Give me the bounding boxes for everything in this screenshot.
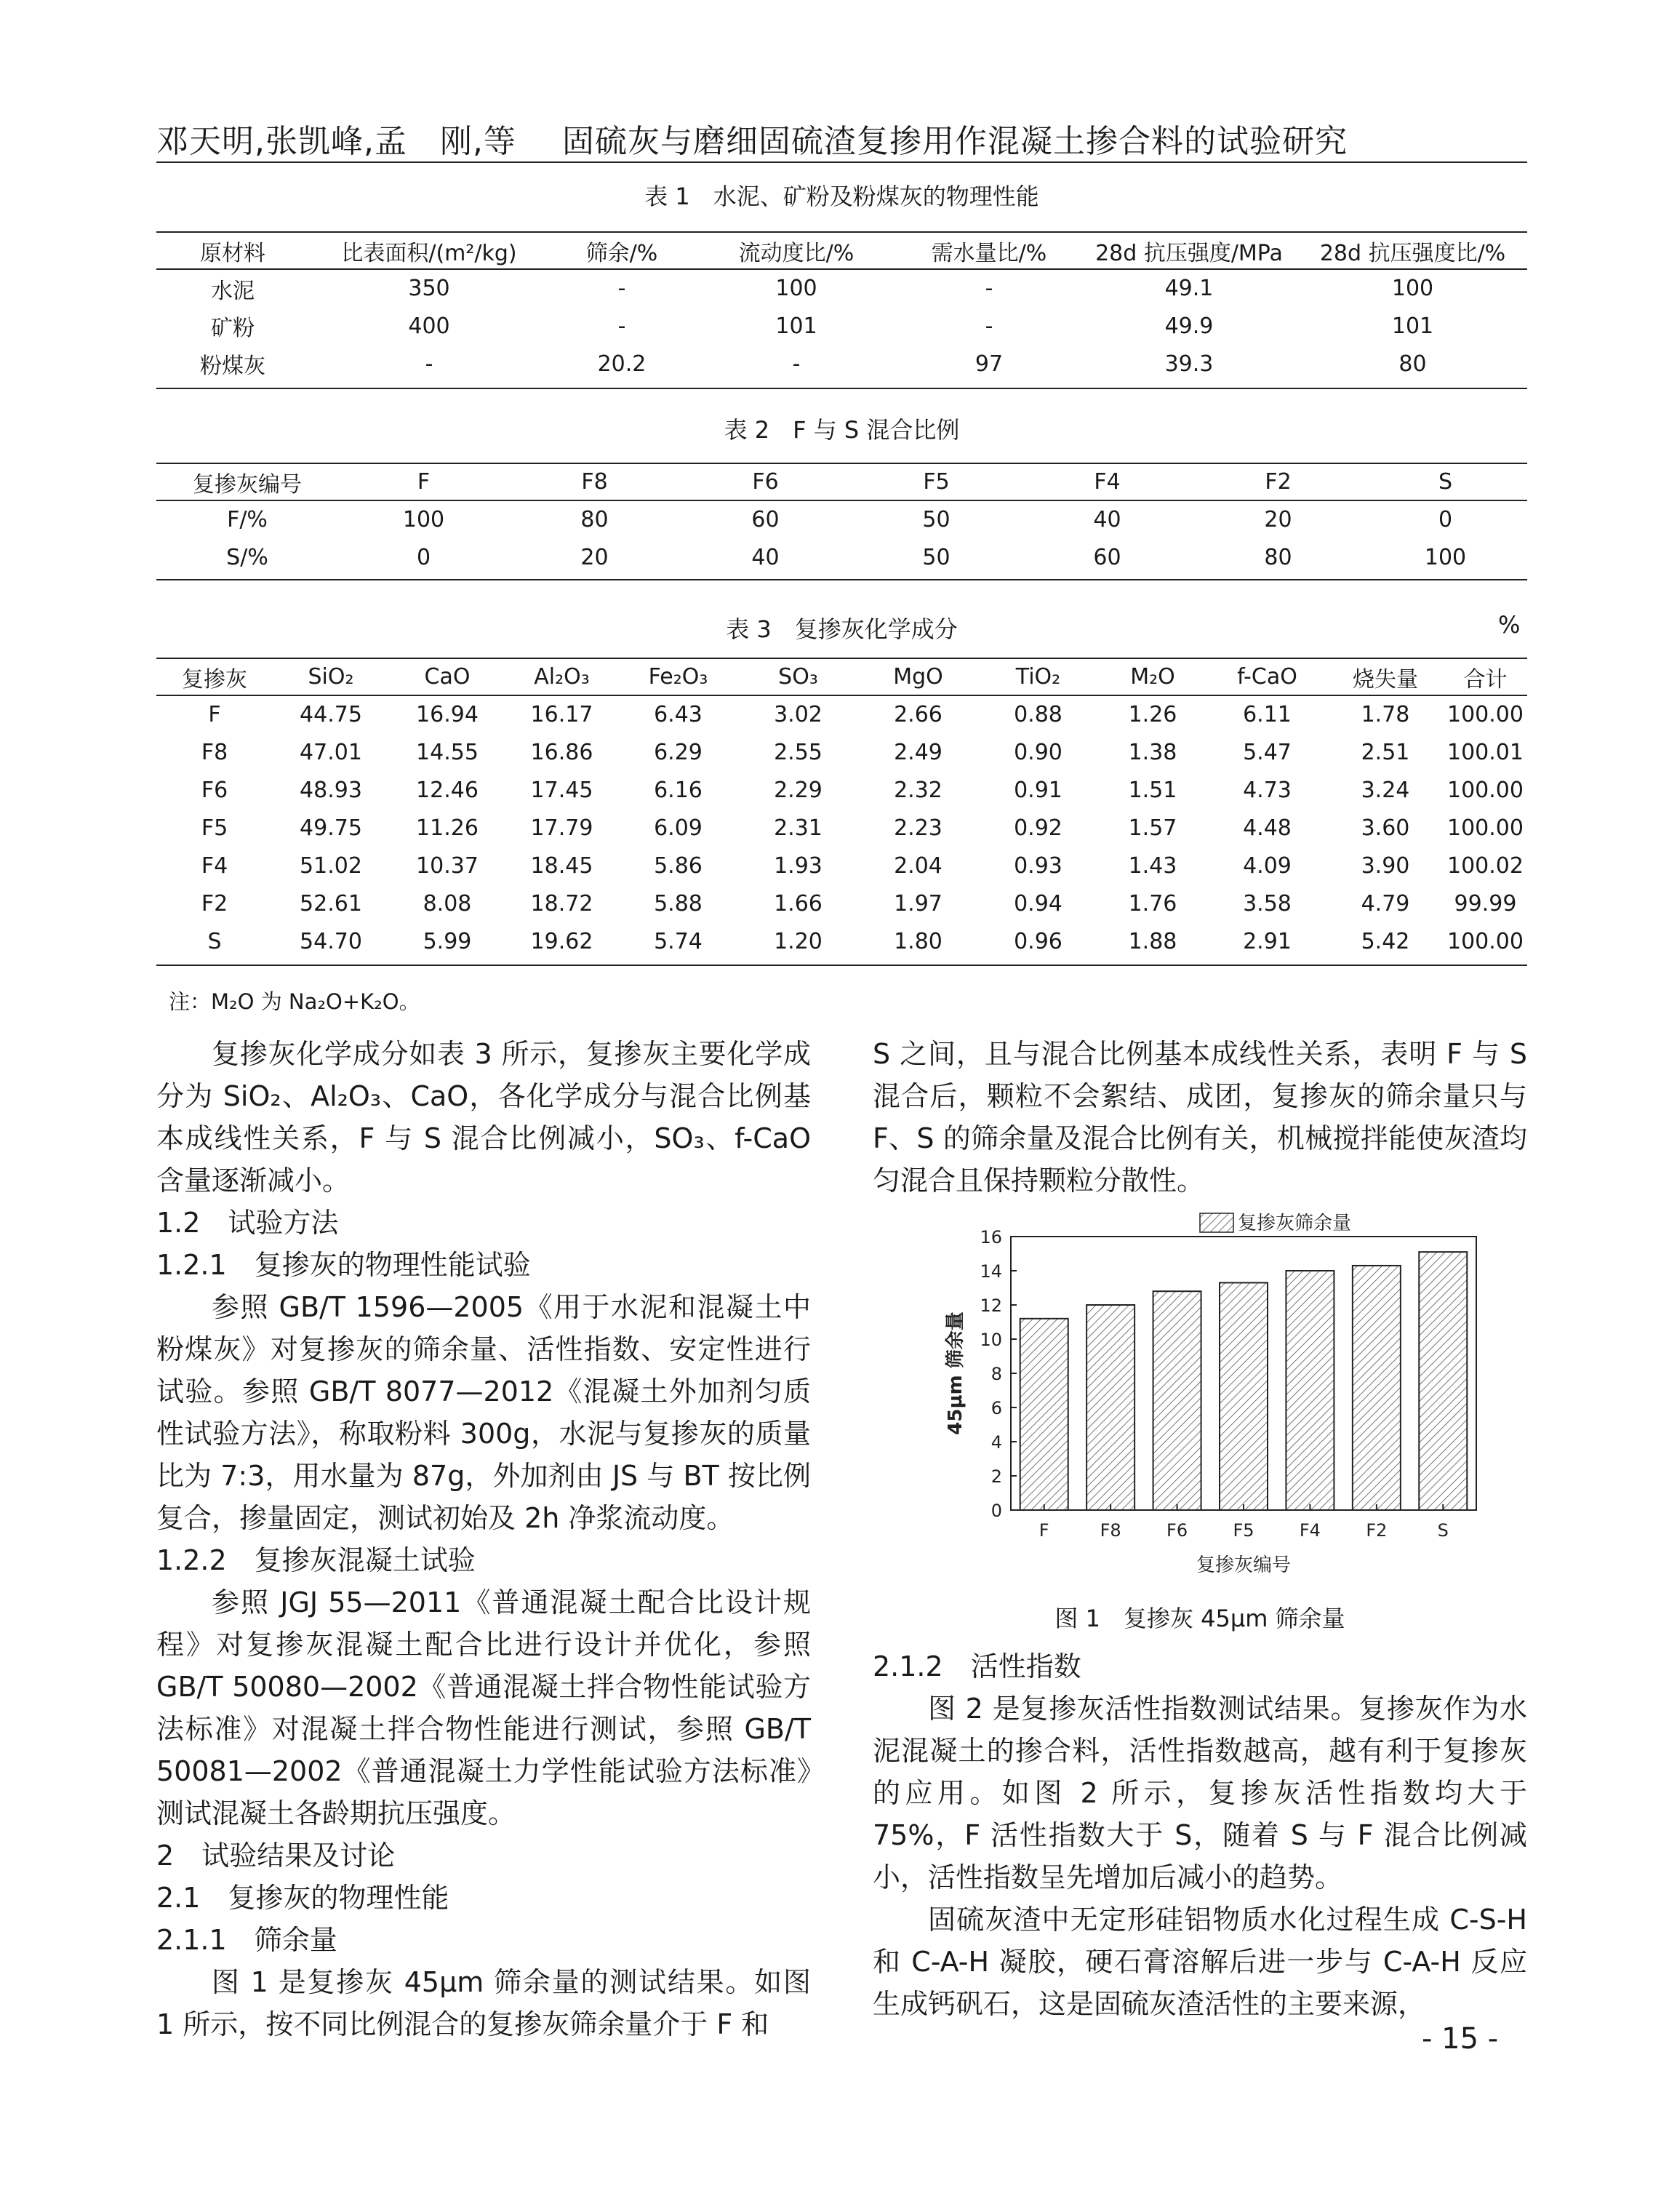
table-cell: 1.66 <box>774 890 823 917</box>
table-cell: 17.79 <box>530 815 593 841</box>
table-cell: 4.09 <box>1243 853 1292 879</box>
table-cell: 1.80 <box>894 928 942 954</box>
table2-column-header: S <box>1364 464 1527 500</box>
table-cell: 2.51 <box>1361 739 1410 765</box>
section-heading: 2 试验结果及讨论 <box>156 1840 396 1872</box>
table-cell: 0.91 <box>1014 777 1062 803</box>
table-cell: 48.93 <box>300 777 362 803</box>
table-cell: - <box>617 276 626 301</box>
table-cell: 1.88 <box>1128 928 1177 954</box>
table-cell: - <box>792 351 801 377</box>
table-cell: 44.75 <box>300 702 362 727</box>
y-axis-label: 45μm 筛余量 <box>945 1311 966 1435</box>
table2 <box>156 464 1527 576</box>
bar <box>1286 1271 1334 1510</box>
table3-unit: % <box>1498 611 1521 639</box>
table2-column-header: 复掺灰编号 <box>156 464 338 500</box>
table3-column-header: MgO <box>858 659 978 695</box>
table-cell: 47.01 <box>300 739 362 765</box>
table-cell: 18.72 <box>530 890 593 917</box>
table-cell: 51.02 <box>300 853 362 879</box>
table-row <box>156 538 1527 576</box>
table-cell: - <box>985 276 993 301</box>
table-cell: 水泥 <box>211 278 255 304</box>
table-cell: 20 <box>1264 507 1292 532</box>
table2-bottom-rule <box>156 579 1527 580</box>
table-cell: 80 <box>1264 544 1292 570</box>
table-cell: S/% <box>226 544 268 570</box>
x-tick-label: F8 <box>1100 1520 1121 1541</box>
figure1-caption: 图 1 复掺灰 45μm 筛余量 <box>1054 1605 1345 1632</box>
table1-bottom-rule <box>156 388 1527 389</box>
table-cell: 100.00 <box>1447 815 1524 841</box>
table-cell: F2 <box>201 890 228 917</box>
table3-column-header: 烧失量 <box>1327 659 1444 695</box>
table3-header-row <box>156 659 1527 695</box>
table2-column-header: F8 <box>509 464 680 500</box>
table-cell: 1.78 <box>1361 702 1410 727</box>
table-cell: 99.99 <box>1454 890 1517 917</box>
table-cell: 101 <box>775 313 817 339</box>
y-tick-label: 12 <box>980 1295 1002 1316</box>
bar-chart-svg <box>938 1207 1534 1629</box>
table-row <box>156 733 1527 771</box>
table3-column-header: CaO <box>389 659 505 695</box>
table-cell: 50 <box>922 507 950 532</box>
table-cell: 1.93 <box>774 853 823 879</box>
table-cell: 1.20 <box>774 928 823 954</box>
body-paragraph: 固硫灰渣中无定形硅铝物质水化过程生成 C-S-H 和 C-A-H 凝胶，硬石膏溶解后进一步与 C-A-H 反应生成钙矾石，这是固硫灰渣活性的主要来源， <box>873 1904 1527 2020</box>
table-cell: - <box>425 351 433 377</box>
table-cell: 100.01 <box>1447 739 1524 765</box>
table-cell: 5.74 <box>654 928 703 954</box>
table-cell: 17.45 <box>530 777 593 803</box>
table-cell: 2.04 <box>894 853 942 879</box>
table-cell: 100.00 <box>1447 928 1524 954</box>
legend-label: 复掺灰筛余量 <box>1238 1213 1352 1234</box>
table-cell: 49.9 <box>1164 313 1214 339</box>
table-cell: 80 <box>580 507 609 532</box>
table-cell: 49.1 <box>1164 276 1214 301</box>
table-cell: 矿粉 <box>211 316 255 341</box>
table-cell: 2.31 <box>774 815 823 841</box>
table1-column-header: 原材料 <box>156 233 309 269</box>
table-cell: 100 <box>402 507 445 532</box>
page-number: - 15 - <box>1422 2022 1499 2056</box>
y-tick-label: 14 <box>980 1261 1002 1282</box>
table-cell: 1.76 <box>1128 890 1177 917</box>
table-cell: F/% <box>227 507 268 532</box>
table-cell: 0 <box>416 544 431 570</box>
table-cell: 0.92 <box>1014 815 1062 841</box>
table-cell: 3.60 <box>1361 815 1410 841</box>
y-tick-label: 2 <box>990 1466 1002 1487</box>
table-cell: 2.66 <box>894 702 942 727</box>
header-title: 固硫灰与磨细固硫渣复掺用作混凝土掺合料的试验研究 <box>561 123 1348 160</box>
table-cell: 49.75 <box>300 815 362 841</box>
table-row <box>156 269 1527 307</box>
table-cell: 19.62 <box>530 928 593 954</box>
left-column <box>156 1033 811 2045</box>
section-heading: 1.2.2 复掺灰混凝土试验 <box>156 1544 476 1576</box>
table-row <box>156 695 1527 733</box>
bar <box>1153 1291 1201 1510</box>
table-cell: 4.73 <box>1243 777 1292 803</box>
y-tick-label: 0 <box>990 1501 1002 1521</box>
table1-column-header: 比表面积/(m²/kg) <box>309 233 549 269</box>
right-column-bottom <box>873 1645 1527 2025</box>
body-paragraph: 图 2 是复掺灰活性指数测试结果。复掺灰作为水泥混凝土的掺合料，活性指数越高，越有利于复掺灰的应用。如图 2 所示，复掺灰活性指数均大于 75%，F 活性指数大于 S，随着 S 与 F 混合比例减小，活性指数呈先增加后减小的趋势。 <box>873 1693 1527 1893</box>
table-cell: 400 <box>408 313 450 339</box>
table-cell: 97 <box>974 351 1004 377</box>
legend-swatch <box>1200 1213 1233 1232</box>
table-cell: 粉煤灰 <box>200 354 265 379</box>
table1-column-header: 筛余/% <box>549 233 695 269</box>
table-cell: 4.79 <box>1361 890 1410 917</box>
y-tick-label: 4 <box>990 1432 1002 1453</box>
table2-column-header: F5 <box>851 464 1022 500</box>
table-cell: 3.58 <box>1243 890 1292 917</box>
section-heading: 2.1.2 活性指数 <box>873 1650 1081 1682</box>
table1-caption: 表 1 水泥、矿粉及粉煤灰的物理性能 <box>644 183 1039 210</box>
table-cell: 100 <box>775 276 817 301</box>
table2-column-header: F2 <box>1193 464 1364 500</box>
table-row <box>156 771 1527 809</box>
body-paragraph: 参照 GB/T 1596—2005《用于水泥和混凝土中粉煤灰》对复掺灰的筛余量、活性指数、安定性进行试验。参照 GB/T 8077—2012《混凝土外加剂匀质性试验方法》，称取粉料 300g，水泥与复掺灰的质量比为 7:3，用水量为 87g，外加剂由 JS 与 BT 按比例复合，掺量固定，测试初始及 2h 净浆流动度。 <box>156 1291 811 1534</box>
body-paragraph: 参照 JGJ 55—2011《普通混凝土配合比设计规程》对复掺灰混凝土配合比进行设计并优化，参照 GB/T 50080—2002《普通混凝土拌合物性能试验方法标准》对混凝土拌合物性能进行测试，参照 GB/T 50081—2002《普通混凝土力学性能试验方法标准》测试混凝土各龄期抗压强度。 <box>156 1586 811 1829</box>
table-cell: 6.11 <box>1243 702 1292 727</box>
table-row <box>156 922 1527 960</box>
table-cell: 6.43 <box>654 702 703 727</box>
table1 <box>156 233 1527 383</box>
table-cell: 52.61 <box>300 890 362 917</box>
body-paragraph: S 之间，且与混合比例基本成线性关系，表明 F 与 S 混合后，颗粒不会絮结、成团，复掺灰的筛余量只与 F、S 的筛余量及混合比例有关，机械搅拌能使灰渣均匀混合且保持颗粒分散性。 <box>873 1038 1527 1197</box>
table-cell: 2.49 <box>894 739 942 765</box>
table3-column-header: 复掺灰 <box>156 659 273 695</box>
table-cell: 5.47 <box>1243 739 1292 765</box>
table-cell: 1.38 <box>1128 739 1177 765</box>
table-cell: - <box>617 313 626 339</box>
x-tick-label: F <box>1038 1520 1049 1541</box>
table-cell: 2.23 <box>894 815 942 841</box>
table-cell: 100 <box>1391 276 1434 301</box>
table-cell: 3.90 <box>1361 853 1410 879</box>
table-cell: 0 <box>1438 507 1453 532</box>
table3-column-header: 合计 <box>1444 659 1527 695</box>
table1-column-header: 流动度比/% <box>695 233 898 269</box>
x-axis-label: 复掺灰编号 <box>1196 1554 1292 1576</box>
table-cell: 60 <box>1093 544 1121 570</box>
table-cell: 101 <box>1391 313 1434 339</box>
table-cell: 16.17 <box>530 702 593 727</box>
table-cell: F5 <box>201 815 228 841</box>
table2-column-header: F4 <box>1022 464 1193 500</box>
table1-header-row <box>156 233 1527 269</box>
table-cell: 3.24 <box>1361 777 1410 803</box>
bar <box>1020 1319 1068 1510</box>
table-cell: 1.51 <box>1128 777 1177 803</box>
table-cell: 60 <box>751 507 780 532</box>
table-cell: 2.55 <box>774 739 823 765</box>
x-tick-label: S <box>1437 1520 1449 1541</box>
table-cell: 1.26 <box>1128 702 1177 727</box>
bar <box>1220 1282 1268 1510</box>
table2-header-row <box>156 464 1527 500</box>
running-header <box>156 115 1348 161</box>
y-tick-label: 8 <box>990 1364 1002 1384</box>
table-cell: 5.88 <box>654 890 703 917</box>
table3-column-header: Fe₂O₃ <box>618 659 738 695</box>
body-paragraph: 复掺灰化学成分如表 3 所示，复掺灰主要化学成分为 SiO₂、Al₂O₃、CaO，各化学成分与混合比例基本成线性关系，F 与 S 混合比例减小，SO₃、f-CaO 含量逐渐减小。 <box>156 1038 811 1197</box>
table2-column-header: F <box>338 464 509 500</box>
header-rule <box>156 161 1527 163</box>
section-heading: 2.1.1 筛余量 <box>156 1924 337 1956</box>
table-cell: 50 <box>922 544 950 570</box>
table2-caption: 表 2 F 与 S 混合比例 <box>724 416 960 444</box>
right-column-top <box>873 1033 1527 1202</box>
table-cell: 40 <box>1093 507 1121 532</box>
table3-column-header: SO₃ <box>738 659 858 695</box>
section-heading: 1.2.1 复掺灰的物理性能试验 <box>156 1249 531 1281</box>
table3 <box>156 659 1527 960</box>
table-row <box>156 500 1527 538</box>
x-tick-label: F6 <box>1166 1520 1188 1541</box>
table-cell: 1.97 <box>894 890 942 917</box>
table3-column-header: SiO₂ <box>273 659 389 695</box>
body-paragraph: 图 1 是复掺灰 45μm 筛余量的测试结果。如图 1 所示，按不同比例混合的复掺灰筛余量介于 F 和 <box>156 1966 811 2040</box>
bar <box>1353 1266 1401 1510</box>
table-cell: S <box>207 928 222 954</box>
table-cell: 3.02 <box>774 702 823 727</box>
table3-column-header: Al₂O₃ <box>505 659 618 695</box>
table2-column-header: F6 <box>680 464 851 500</box>
table-cell: 0.93 <box>1014 853 1062 879</box>
table3-note: 注：M₂O 为 Na₂O+K₂O。 <box>169 989 420 1014</box>
table-row <box>156 307 1527 345</box>
table-cell: 100.00 <box>1447 702 1524 727</box>
table-row <box>156 809 1527 847</box>
table-cell: 1.57 <box>1128 815 1177 841</box>
y-tick-label: 16 <box>980 1227 1002 1247</box>
table-cell: F <box>208 702 221 727</box>
table-cell: 8.08 <box>423 890 472 917</box>
table3-caption: 表 3 复掺灰化学成分 <box>726 615 958 643</box>
bar <box>1086 1305 1134 1510</box>
section-heading: 2.1 复掺灰的物理性能 <box>156 1882 449 1914</box>
table-cell: 6.16 <box>654 777 703 803</box>
table-cell: 12.46 <box>416 777 479 803</box>
table-cell: 5.42 <box>1361 928 1410 954</box>
header-authors: 邓天明,张凯峰,孟 刚,等 <box>156 123 516 160</box>
table1-column-header: 28d 抗压强度/MPa <box>1080 233 1298 269</box>
table-cell: 350 <box>408 276 450 301</box>
table-cell: 6.09 <box>654 815 703 841</box>
table-cell: 16.94 <box>416 702 479 727</box>
table-row <box>156 847 1527 885</box>
figure1-chart <box>938 1207 1534 1629</box>
table-cell: 5.86 <box>654 853 703 879</box>
table-cell: 0.96 <box>1014 928 1062 954</box>
table-cell: 6.29 <box>654 739 703 765</box>
table3-column-header: f-CaO <box>1207 659 1327 695</box>
table1-column-header: 需水量比/% <box>898 233 1080 269</box>
table-cell: 4.48 <box>1243 815 1292 841</box>
table-cell: 100.00 <box>1447 777 1524 803</box>
table-cell: F8 <box>201 739 228 765</box>
table-cell: 0.94 <box>1014 890 1062 917</box>
y-tick-label: 10 <box>980 1330 1002 1350</box>
table-cell: 5.99 <box>423 928 472 954</box>
y-tick-label: 6 <box>990 1398 1002 1418</box>
x-tick-label: F5 <box>1233 1520 1254 1541</box>
table-cell: 11.26 <box>416 815 479 841</box>
table-cell: 100 <box>1424 544 1467 570</box>
table-cell: 20.2 <box>597 351 647 377</box>
table-cell: 16.86 <box>530 739 593 765</box>
table-cell: 2.29 <box>774 777 823 803</box>
table-cell: 18.45 <box>530 853 593 879</box>
table3-column-header: TiO₂ <box>978 659 1098 695</box>
table1-column-header: 28d 抗压强度比/% <box>1298 233 1527 269</box>
x-tick-label: F2 <box>1366 1520 1388 1541</box>
table3-column-header: M₂O <box>1098 659 1207 695</box>
x-tick-label: F4 <box>1299 1520 1321 1541</box>
table-cell: 40 <box>751 544 780 570</box>
table-cell: 2.32 <box>894 777 942 803</box>
section-heading: 1.2 试验方法 <box>156 1207 339 1239</box>
table3-bottom-rule <box>156 965 1527 966</box>
table-cell: - <box>985 313 993 339</box>
table-cell: F4 <box>201 853 228 879</box>
table-cell: 14.55 <box>416 739 479 765</box>
table-cell: 54.70 <box>300 928 362 954</box>
table-cell: 0.90 <box>1014 739 1062 765</box>
table-cell: F6 <box>201 777 228 803</box>
table-cell: 1.43 <box>1128 853 1177 879</box>
table-cell: 10.37 <box>416 853 479 879</box>
table-row <box>156 885 1527 922</box>
table-cell: 20 <box>580 544 609 570</box>
table-cell: 80 <box>1398 351 1427 377</box>
table-cell: 39.3 <box>1164 351 1214 377</box>
table-row <box>156 345 1527 383</box>
table-cell: 0.88 <box>1014 702 1062 727</box>
bar <box>1419 1252 1467 1510</box>
table-cell: 2.91 <box>1243 928 1292 954</box>
table-cell: 100.02 <box>1447 853 1524 879</box>
